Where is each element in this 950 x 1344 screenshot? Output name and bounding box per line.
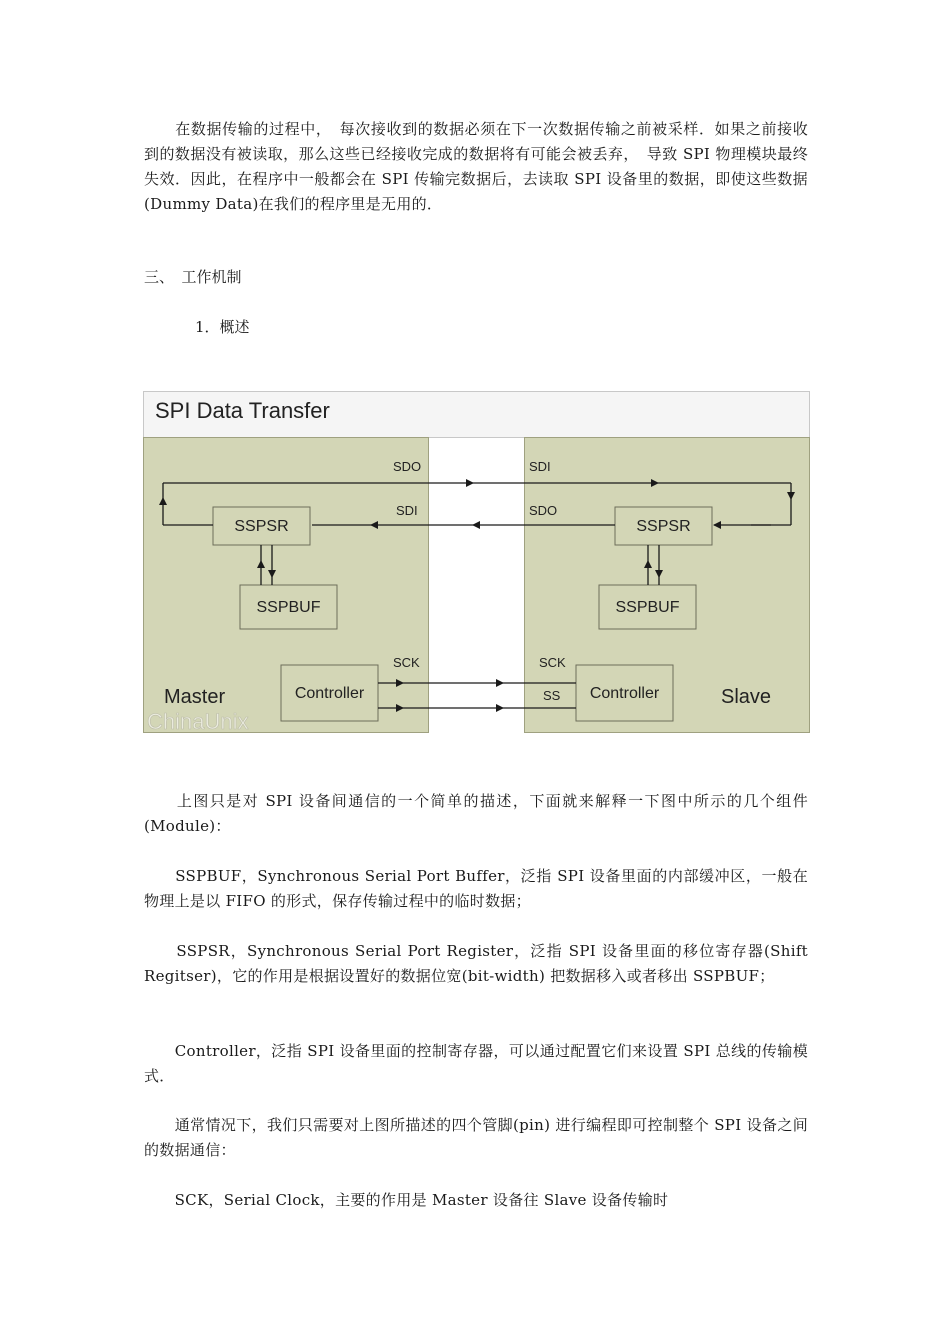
master-sdi-label: SDI <box>396 503 418 518</box>
paragraph-sspsr: SSPSR，Synchronous Serial Port Register，泛指 SPI 设备里面的移位寄存器(Shift Regitser)，它的作用是根据设置好的数据位宽(bit-width) 把数据移入或者移出 SSPBUF； <box>144 942 808 985</box>
paragraph-diagram-intro: 上图只是对 SPI 设备间通信的一个简单的描述，下面就来解释一下图中所示的几个组件(Module)： <box>144 792 808 835</box>
slave-sspsr-label: SSPSR <box>636 518 691 535</box>
slave-sck-label: SCK <box>539 655 566 670</box>
slave-label: Slave <box>721 686 772 708</box>
master-label: Master <box>164 686 226 708</box>
sub-heading: 1．概述 <box>195 318 250 336</box>
slave-sspbuf-label: SSPBUF <box>615 599 680 616</box>
paragraph-sspbuf: SSPBUF，Synchronous Serial Port Buffer，泛指 SPI 设备里面的内部缓冲区，一般在物理上是以 FIFO 的形式，保存传输过程中的临时数据； <box>144 867 808 910</box>
paragraph-dummy-data: 在数据传输的过程中， 每次接收到的数据必须在下一次数据传输之前被采样．如果之前接收到的数据没有被读取，那么这些已经接收完成的数据将有可能会被丢弃， 导致 SPI 物理模块最终失效．因此，在程序中一般都会在 SPI 传输完数据后，去读取 SPI 设备里的数据，即使这些数据(Dummy Data)在我们的程序里是无用的． <box>144 120 808 213</box>
paragraph-sck: SCK，Serial Clock，主要的作用是 Master 设备往 Slave 设备传输时 <box>144 1191 669 1209</box>
paragraph-controller: Controller，泛指 SPI 设备里面的控制寄存器，可以通过配置它们来设置 SPI 总线的传输模式． <box>144 1042 808 1085</box>
slave-controller-label: Controller <box>589 685 660 702</box>
slave-sdo-label: SDO <box>529 503 558 518</box>
diagram-title: SPI Data Transfer <box>155 398 330 423</box>
section-heading: 三、 工作机制 <box>144 268 242 286</box>
watermark-text: ChinaUnix <box>147 709 249 733</box>
spi-diagram <box>143 391 810 733</box>
master-sdo-label: SDO <box>393 459 422 474</box>
slave-sdi-label: SDI <box>529 459 551 474</box>
master-controller-label: Controller <box>294 685 365 702</box>
master-sspsr-label: SSPSR <box>234 518 289 535</box>
master-sspbuf-label: SSPBUF <box>256 599 321 616</box>
paragraph-pins: 通常情况下，我们只需要对上图所描述的四个管脚(pin) 进行编程即可控制整个 SPI 设备之间的数据通信： <box>144 1116 808 1159</box>
master-sck-label: SCK <box>393 655 420 670</box>
slave-ss-label: SS <box>543 688 561 703</box>
